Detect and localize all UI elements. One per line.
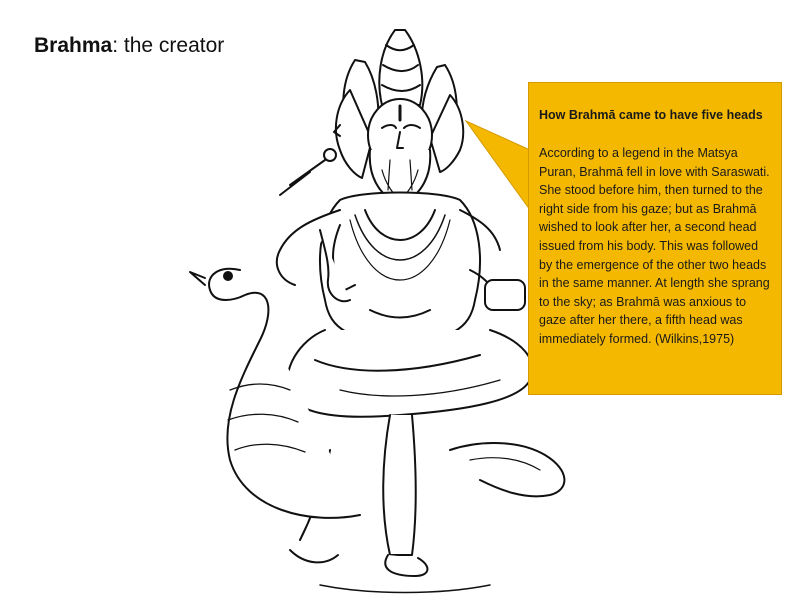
title-rest: : the creator xyxy=(112,34,225,57)
legend-callout xyxy=(528,82,782,395)
callout-heading: How Brahmā came to have five heads xyxy=(539,108,763,122)
title-bold: Brahma xyxy=(34,34,113,57)
callout-body: According to a legend in the Matsya Puran, Brahmā fell in love with Saraswati. She stood before him, then turned to the right side from his gaze; but as Brahmā wished to look after her, a second head issued from his body. This was followed by the emergence of the other two heads in the same manner. At length she sprang to the sky; as Brahmā was anxious to gaze after her there, a fifth head was immediately formed. (Wilkins,1975) xyxy=(539,146,770,346)
